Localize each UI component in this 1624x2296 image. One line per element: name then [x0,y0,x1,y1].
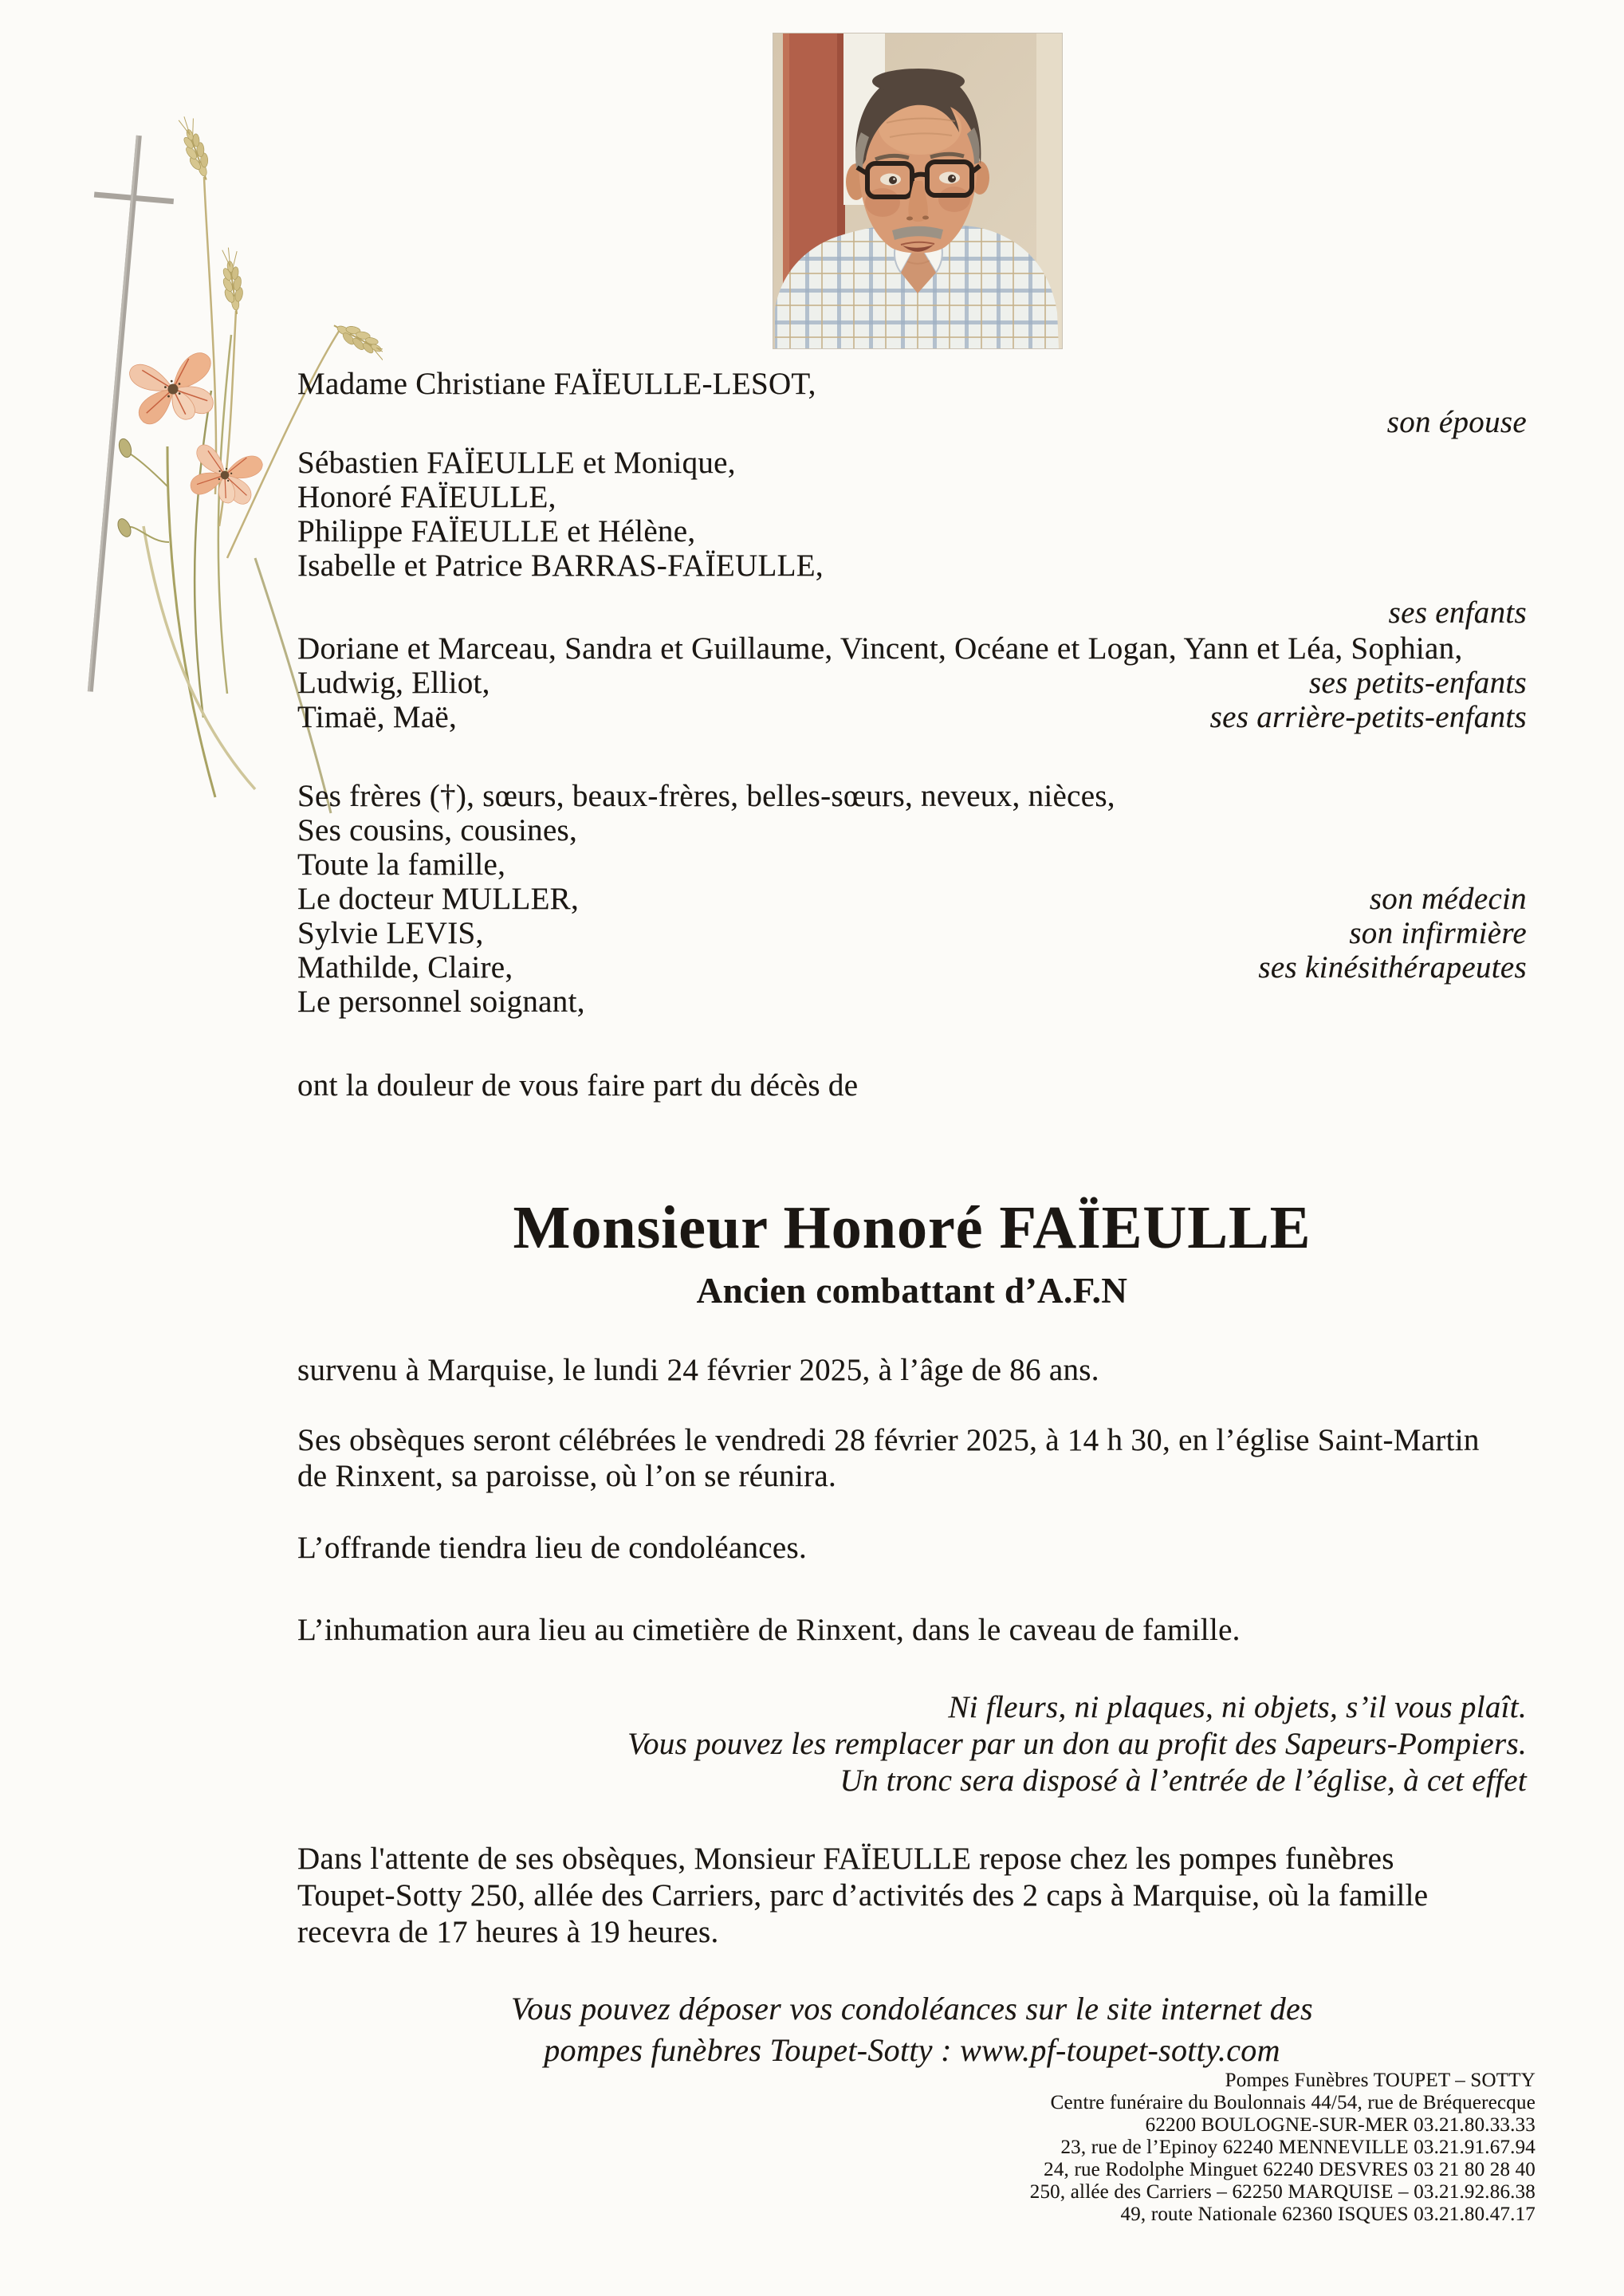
repose-line: recevra de 17 heures à 19 heures. [297,1915,719,1949]
condolences-line: Vous pouvez déposer vos condoléances sur le site internet des [511,1991,1313,2027]
wishes-line: Vous pouvez les remplacer par un don au profit des Sapeurs-Pompiers. [627,1727,1527,1761]
family-line: Sylvie LEVIS, [297,916,484,950]
funeral-details [297,1422,1480,1494]
family-line: Doriane et Marceau, Sandra et Guillaume, Vincent, Océane et Logan, Yann et Léa, Sophian, [297,631,1463,666]
family-line: Isabelle et Patrice BARRAS-FAÏEULLE, [297,548,824,583]
family-line: Honoré FAÏEULLE, [297,480,556,514]
deceased-portrait-photo [773,33,1062,348]
wishes-line: Un tronc sera disposé à l’entrée de l’église, à cet effet [840,1763,1527,1798]
portrait-illustration [773,33,1062,348]
family-line: Ludwig, Elliot, [297,666,490,700]
funeral-home-name: Pompes Funèbres TOUPET – SOTTY [1225,2070,1536,2091]
deceased-name: Monsieur Honoré FAÏEULLE [513,1194,1311,1261]
funeral-home-address: 250, allée des Carriers – 62250 MARQUISE – 03.21.92.86.38 [1029,2181,1536,2203]
family-line: Ses frères (†), sœurs, beaux-frères, belles-sœurs, neveux, nièces, [297,779,1115,813]
family-line: Toute la famille, [297,847,506,882]
relation-label: son épouse [1386,405,1527,439]
funeral-home-address: 62200 BOULOGNE-SUR-MER 03.21.80.33.33 [1145,2114,1536,2136]
relation-label: son infirmière [1349,916,1527,950]
family-line: Mathilde, Claire, [297,950,513,985]
repose-paragraph [297,1841,1428,1951]
death-details-line: survenu à Marquise, le lundi 24 février 2025, à l’âge de 86 ans. [297,1353,1099,1387]
funeral-details-line: Ses obsèques seront célébrées le vendredi 28 février 2025, à 14 h 30, en l’église Saint-Martin [297,1423,1480,1457]
relation-label: ses enfants [1388,596,1527,630]
repose-line: Dans l'attente de ses obsèques, Monsieur FAÏEULLE repose chez les pompes funèbres [297,1842,1394,1876]
family-line: Madame Christiane FAÏEULLE-LESOT, [297,367,816,401]
relation-label: ses petits-enfants [1309,666,1527,700]
relation-label: son médecin [1369,882,1527,916]
family-line: Sébastien FAÏEULLE et Monique, [297,446,736,480]
wishes-block [627,1689,1527,1799]
offering-line: L’offrande tiendra lieu de condoléances. [297,1531,807,1565]
poppy-bud [116,437,134,538]
deceased-subtitle: Ancien combattant d’A.F.N [696,1271,1128,1311]
funeral-home-address: 24, rue Rodolphe Minguet 62240 DESVRES 03 21 80 28 40 [1044,2159,1536,2180]
funeral-home-address: 23, rue de l’Epinoy 62240 MENNEVILLE 03.21.91.67.94 [1060,2137,1536,2158]
announcement-intro: ont la douleur de vous faire part du décès de [297,1068,859,1103]
relation-label: ses kinésithérapeutes [1258,950,1527,985]
funeral-home-address: Centre funéraire du Boulonnais 44/54, rue de Bréquerecque [1050,2092,1536,2113]
family-line: Ses cousins, cousines, [297,813,578,847]
wishes-line: Ni fleurs, ni plaques, ni objets, s’il vous plaît. [948,1690,1527,1724]
funeral-home-address: 49, route Nationale 62360 ISQUES 03.21.80.47.17 [1120,2204,1536,2225]
funeral-home-info [1030,2070,1536,2226]
family-line: Timaë, Maë, [297,700,458,734]
funeral-details-line: de Rinxent, sa paroisse, où l’on se réunira. [297,1459,837,1493]
condolences-website-line: pompes funèbres Toupet-Sotty : www.pf-toupet-sotty.com [544,2032,1280,2068]
condolences-block [297,1988,1527,2071]
burial-line: L’inhumation aura lieu au cimetière de Rinxent, dans le caveau de famille. [297,1613,1241,1647]
family-line: Philippe FAÏEULLE et Hélène, [297,514,696,548]
family-line: Le docteur MULLER, [297,882,580,916]
repose-line: Toupet-Sotty 250, allée des Carriers, parc d’activités des 2 caps à Marquise, où la famille [297,1878,1429,1913]
relation-label: ses arrière-petits-enfants [1209,700,1527,734]
family-line: Le personnel soignant, [297,985,585,1019]
